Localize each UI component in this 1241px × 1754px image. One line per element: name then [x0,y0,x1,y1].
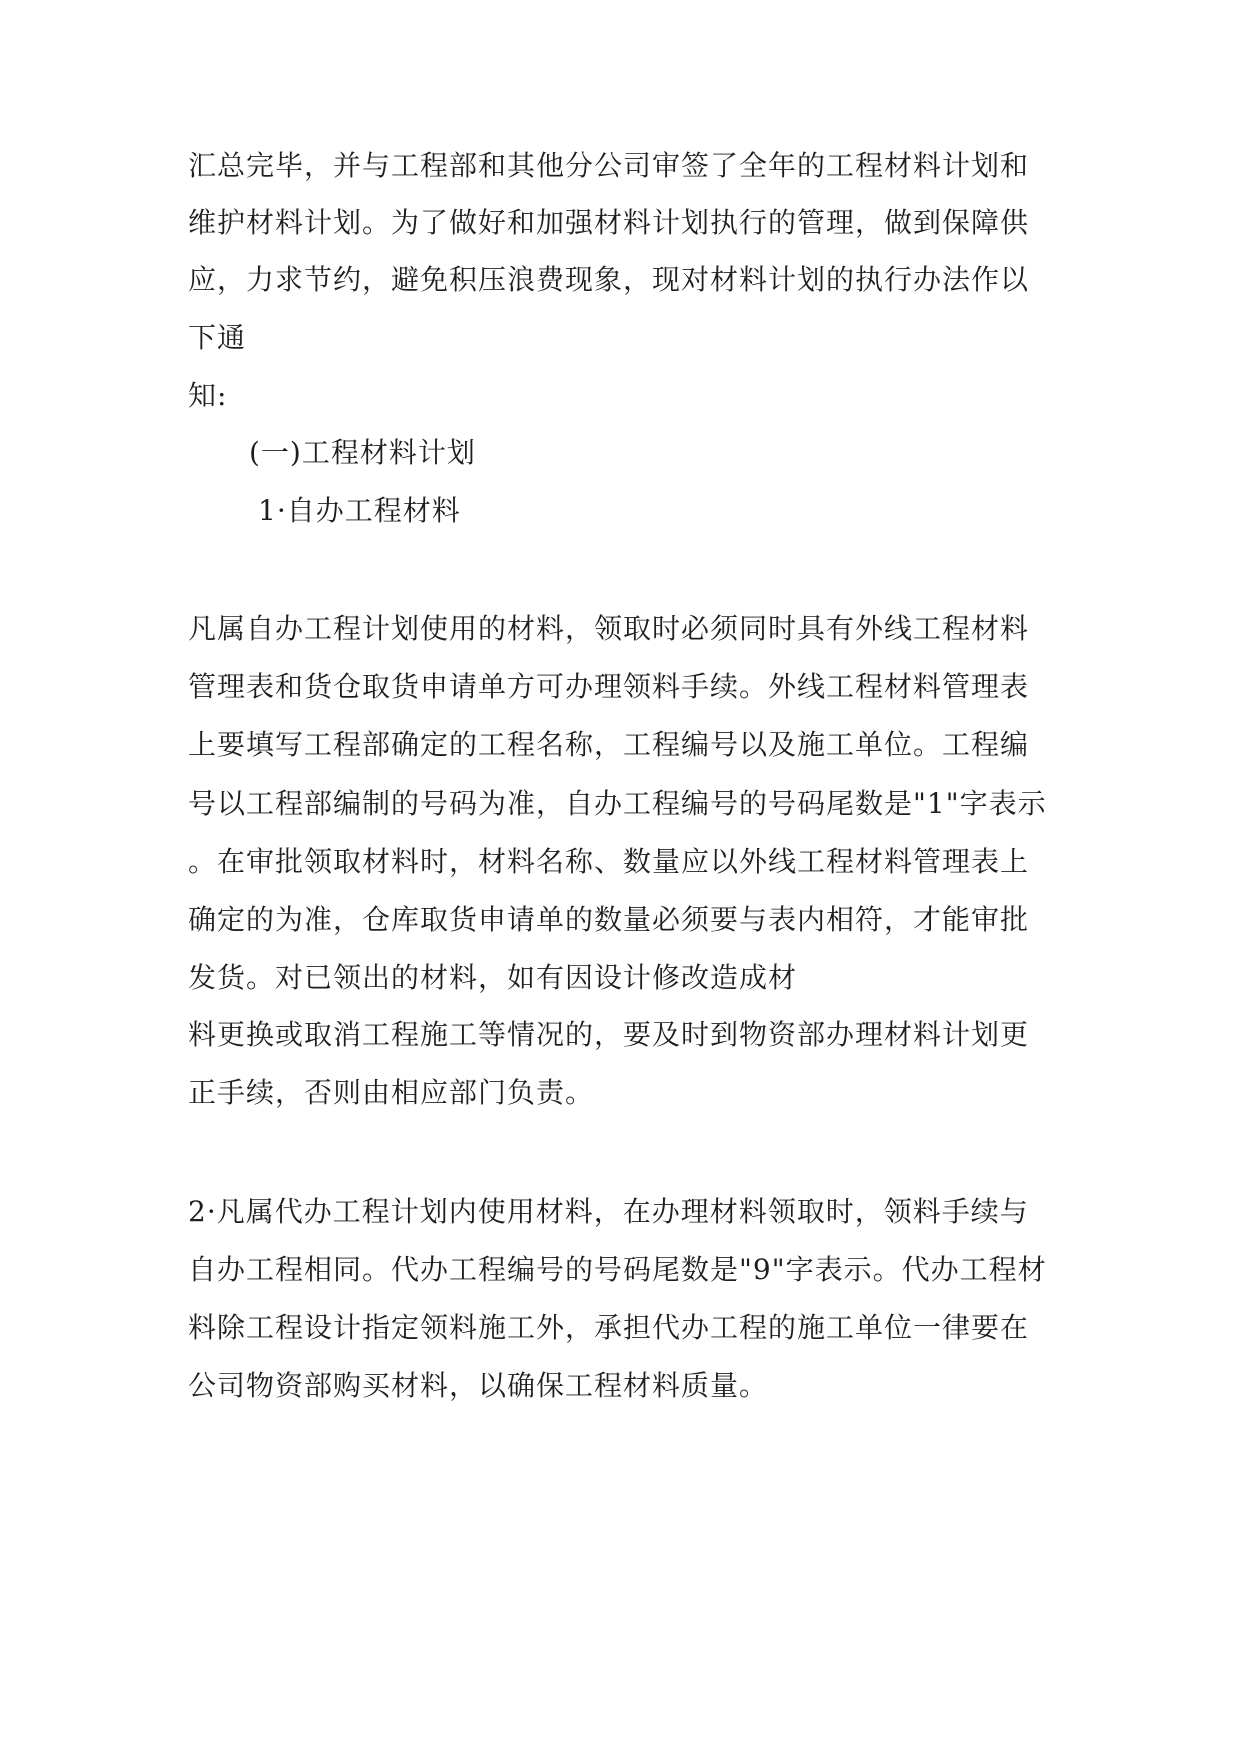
paragraph-1-line-9: 正手续，否则由相应部门负责。 [188,1076,595,1109]
intro-line-5: 知: [188,379,228,412]
intro-line-4: 下通 [188,321,247,354]
section-heading: (一)工程材料计划 [249,436,476,469]
paragraph-1-line-8: 料更换或取消工程施工等情况的，要及时到物资部办理材料计划更 [188,1018,1030,1051]
paragraph-2-line-3: 料除工程设计指定领料施工外，承担代办工程的施工单位一律要在 [188,1311,1030,1344]
intro-line-3: 应，力求节约，避免积压浪费现象，现对材料计划的执行办法作以 [188,263,1030,296]
intro-line-2: 维护材料计划。为了做好和加强材料计划执行的管理，做到保障供 [188,206,1030,239]
paragraph-1-line-3: 上要填写工程部确定的工程名称，工程编号以及施工单位。工程编 [188,728,1030,761]
subsection-heading: 1·自办工程材料 [258,494,461,527]
paragraph-1-line-2: 管理表和货仓取货申请单方可办理领料手续。外线工程材料管理表 [188,670,1030,703]
paragraph-1-line-7: 发货。对已领出的材料，如有因设计修改造成材 [188,961,798,994]
paragraph-1-line-4: 号以工程部编制的号码为准，自办工程编号的号码尾数是"1"字表示 [188,787,1047,820]
intro-line-1: 汇总完毕，并与工程部和其他分公司审签了全年的工程材料计划和 [188,149,1030,182]
paragraph-1-line-5: 。在审批领取材料时，材料名称、数量应以外线工程材料管理表上 [188,845,1030,878]
paragraph-2-line-1: 2·凡属代办工程计划内使用材料，在办理材料领取时，领料手续与 [188,1195,1029,1228]
paragraph-2-line-2: 自办工程相同。代办工程编号的号码尾数是"9"字表示。代办工程材 [188,1253,1047,1286]
paragraph-1-line-6: 确定的为准，仓库取货申请单的数量必须要与表内相符，才能审批 [188,903,1030,936]
paragraph-1-line-1: 凡属自办工程计划使用的材料，领取时必须同时具有外线工程材料 [188,612,1030,645]
paragraph-2-line-4: 公司物资部购买材料，以确保工程材料质量。 [188,1369,769,1402]
